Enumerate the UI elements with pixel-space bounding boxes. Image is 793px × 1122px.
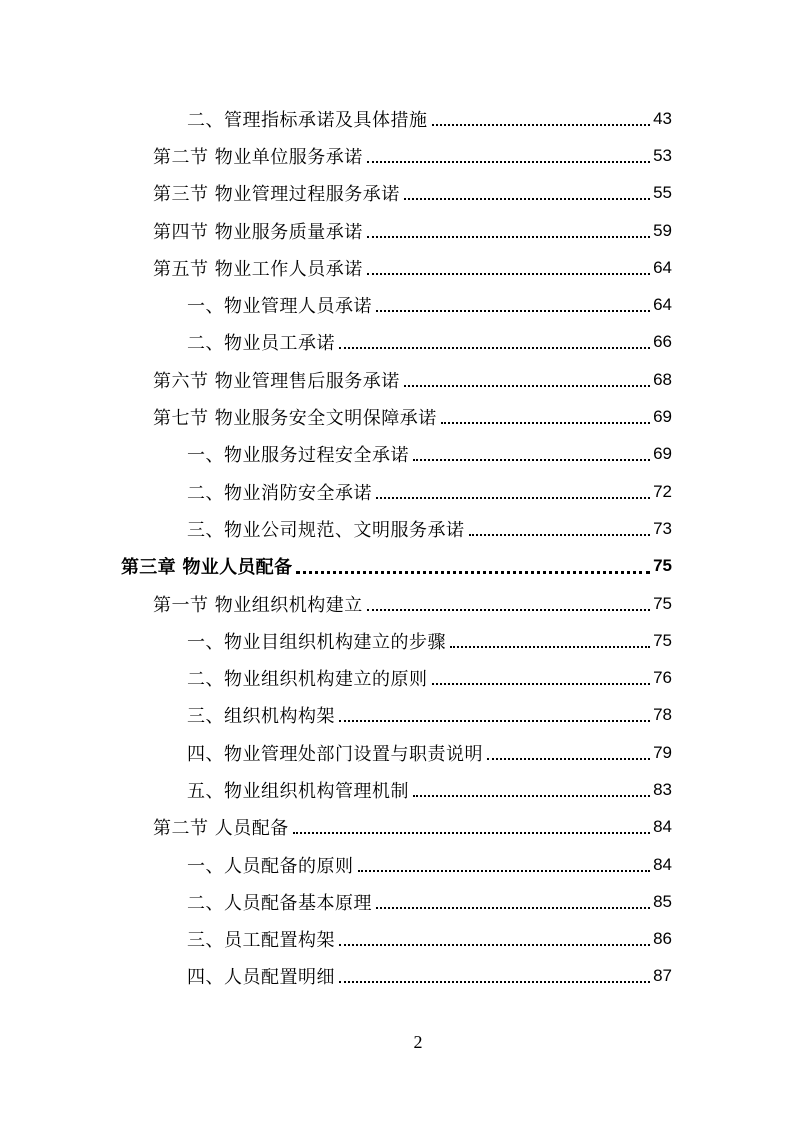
dot-leader xyxy=(367,255,650,275)
toc-entry[interactable] xyxy=(0,771,672,808)
toc-entry[interactable] xyxy=(0,883,672,920)
toc-entry[interactable] xyxy=(0,659,672,696)
toc-entry-page: 75 xyxy=(653,630,672,650)
toc-entry-title: 一、物业服务过程安全承诺 xyxy=(187,445,409,467)
dot-leader xyxy=(339,963,650,983)
dot-leader xyxy=(413,441,650,461)
toc-entry-title: 二、物业员工承诺 xyxy=(187,333,335,355)
dot-leader xyxy=(441,404,650,424)
dot-leader xyxy=(367,591,650,611)
toc-entry[interactable] xyxy=(0,249,672,286)
toc-entry-title: 二、人员配备基本原理 xyxy=(187,892,372,914)
dot-leader xyxy=(469,516,651,536)
toc-entry[interactable] xyxy=(0,137,672,174)
toc-entry-title: 四、人员配置明细 xyxy=(187,967,335,989)
toc-entry-page: 64 xyxy=(653,295,672,315)
toc-entry[interactable] xyxy=(0,212,672,249)
dot-leader xyxy=(339,702,650,722)
toc-entry-page: 76 xyxy=(653,668,672,688)
toc-entry[interactable] xyxy=(0,697,672,734)
toc-entry-page: 84 xyxy=(653,854,672,874)
dot-leader xyxy=(413,777,650,797)
toc-entry-page: 69 xyxy=(653,407,672,427)
dot-leader xyxy=(450,628,650,648)
dot-leader xyxy=(376,292,650,312)
dot-leader xyxy=(367,218,650,238)
toc-entry-page: 87 xyxy=(653,966,672,986)
toc-entry-title: 二、物业组织机构建立的原则 xyxy=(187,669,428,691)
toc-entry[interactable] xyxy=(0,809,672,846)
toc-entry[interactable] xyxy=(0,846,672,883)
toc-entry-page: 83 xyxy=(653,779,672,799)
toc-entry-title: 三、员工配置构架 xyxy=(187,930,335,952)
toc-entry-page: 43 xyxy=(653,108,672,128)
toc-entry[interactable] xyxy=(0,585,672,622)
toc-entry-title: 五、物业组织机构管理机制 xyxy=(187,780,409,802)
toc-entry-page: 72 xyxy=(653,481,672,501)
dot-leader xyxy=(404,180,650,200)
toc-entry-page: 79 xyxy=(653,742,672,762)
toc-entry[interactable] xyxy=(0,324,672,361)
toc-entry-title: 三、物业公司规范、文明服务承诺 xyxy=(187,519,465,541)
toc-entry-page: 78 xyxy=(653,705,672,725)
dot-leader xyxy=(296,553,650,574)
toc-entry-title: 一、物业管理人员承诺 xyxy=(187,296,372,318)
toc-entry-title: 二、管理指标承诺及具体措施 xyxy=(187,109,428,131)
toc-entry[interactable] xyxy=(0,361,672,398)
toc-entry[interactable] xyxy=(0,958,672,995)
toc-entry-page: 84 xyxy=(653,817,672,837)
table-of-contents xyxy=(0,100,793,995)
toc-entry-page: 53 xyxy=(653,145,672,165)
dot-leader xyxy=(376,479,650,499)
toc-entry[interactable] xyxy=(0,921,672,958)
toc-entry-page: 73 xyxy=(653,518,672,538)
dot-leader xyxy=(358,852,651,872)
toc-entry-title: 第二节 物业单位服务承诺 xyxy=(153,146,363,168)
dot-leader xyxy=(339,926,650,946)
toc-entry-page: 64 xyxy=(653,257,672,277)
toc-entry-page: 59 xyxy=(653,220,672,240)
toc-entry-page: 75 xyxy=(653,593,672,613)
toc-entry-title: 第三节 物业管理过程服务承诺 xyxy=(153,184,400,206)
toc-entry-page: 68 xyxy=(653,369,672,389)
toc-entry[interactable] xyxy=(0,510,672,547)
toc-entry[interactable] xyxy=(0,436,672,473)
toc-entry-page: 75 xyxy=(653,556,672,576)
toc-entry[interactable] xyxy=(0,548,672,585)
toc-entry[interactable] xyxy=(0,734,672,771)
dot-leader xyxy=(376,889,650,909)
toc-entry-title: 第四节 物业服务质量承诺 xyxy=(153,221,363,243)
dot-leader xyxy=(367,143,650,163)
toc-entry-title: 第三章 物业人员配备 xyxy=(121,557,293,579)
toc-entry-title: 第七节 物业服务安全文明保障承诺 xyxy=(153,408,437,430)
toc-entry-title: 二、物业消防安全承诺 xyxy=(187,482,372,504)
toc-entry-title: 一、物业目组织机构建立的步骤 xyxy=(187,631,446,653)
toc-entry-page: 69 xyxy=(653,444,672,464)
toc-entry-page: 66 xyxy=(653,332,672,352)
toc-entry-title: 第二节 人员配备 xyxy=(153,818,289,840)
dot-leader xyxy=(293,814,650,834)
dot-leader xyxy=(432,106,651,126)
dot-leader xyxy=(487,740,650,760)
dot-leader xyxy=(432,665,651,685)
toc-entry-title: 第六节 物业管理售后服务承诺 xyxy=(153,370,400,392)
toc-entry[interactable] xyxy=(0,398,672,435)
page-number: 2 xyxy=(413,1032,423,1052)
toc-entry[interactable] xyxy=(0,175,672,212)
dot-leader xyxy=(339,329,650,349)
toc-entry-title: 第一节 物业组织机构建立 xyxy=(153,594,363,616)
toc-entry-title: 第五节 物业工作人员承诺 xyxy=(153,258,363,280)
toc-entry-page: 55 xyxy=(653,183,672,203)
toc-entry[interactable] xyxy=(0,473,672,510)
toc-entry-title: 四、物业管理处部门设置与职责说明 xyxy=(187,743,483,765)
toc-entry-page: 85 xyxy=(653,891,672,911)
dot-leader xyxy=(404,367,650,387)
toc-entry[interactable] xyxy=(0,100,672,137)
toc-entry-title: 三、组织机构构架 xyxy=(187,706,335,728)
toc-entry-title: 一、人员配备的原则 xyxy=(187,855,354,877)
toc-entry[interactable] xyxy=(0,286,672,323)
toc-entry[interactable] xyxy=(0,622,672,659)
toc-entry-page: 86 xyxy=(653,929,672,949)
